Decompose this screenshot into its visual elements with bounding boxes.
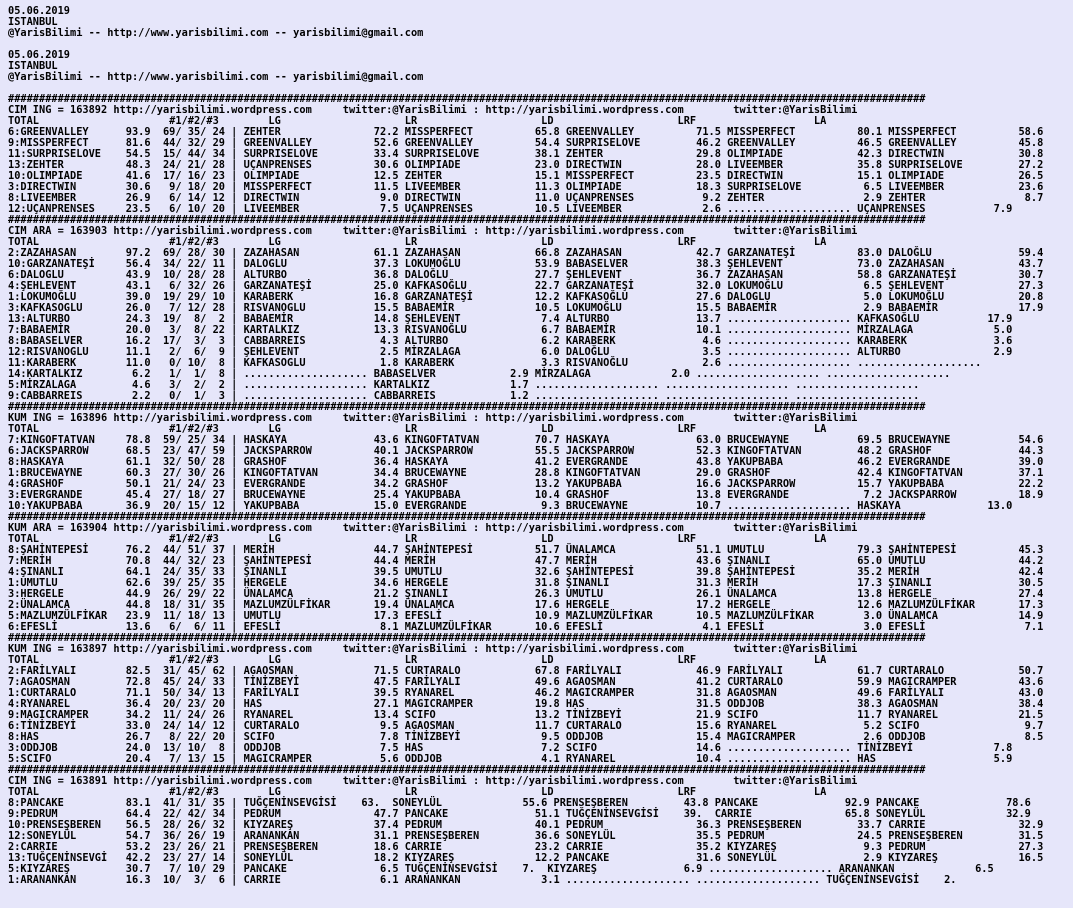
result-row: 2:ZAZAHASAN 97.2 69/ 28/ 30 | ZAZAHASAN 61.1 ZAZAHASAN 66.8 ZAZAHASAN 42.7 GARZANATEŞİ 83.0 DALOĞLU 59.4 — [8, 247, 1044, 259]
result-row: 6:TİNİZBEYİ 33.0 24/ 14/ 12 | CURTARALO 9.5 AGAOSMAN 11.7 CURTARALO 15.6 RYANAREL 5.2 SCIFO 9.7 — [8, 720, 1044, 732]
result-row: 8:BABASELVER 16.2 17/ 3/ 3 | CABBARREIS 4.3 ALTURBO 6.2 KARABERK 4.6 .................... KARABERK 3.6 — [8, 335, 1013, 347]
result-row: 6:EFESLİ 13.6 6/ 6/ 11 | EFESLİ 8.1 MAZLUMZÜLFİKAR 10.6 EFESLİ 4.1 EFESLİ 3.0 EFESLİ 7.1 — [8, 621, 1044, 633]
result-row: 2:CARRIE 53.2 23/ 26/ 21 | PRENSEŞBEREN 18.6 CARRIE 23.2 CARRIE 35.2 KIYZAREŞ 9.3 PEDRUM 27.3 — [8, 841, 1044, 853]
header-contact: @YarisBilimi -- http://www.yarisbilimi.com -- yarisbilimi@gmail.com — [8, 27, 424, 39]
result-row: 4:ŞEHLEVENT 43.1 6/ 32/ 26 | GARZANATEŞİ 25.0 KAFKASOĞLU 22.7 GARZANATEŞİ 32.0 LOKUMOĞLU 6.5 ŞEHLEVENT 27.3 — [8, 280, 1044, 292]
result-row: 8:LIVEEMBER 26.9 6/ 14/ 12 | DIRECTWIN 9.0 DIRECTWIN 11.0 UÇANPRENSES 9.2 ZEHTER 2.9 ZEHTER 8.7 — [8, 192, 1044, 204]
result-row: 2:ÜNALAMCA 44.8 18/ 31/ 35 | MAZLUMZÜLFİKAR 19.4 ÜNALAMCA 17.6 HERGELE 17.2 HERGELE 12.6 MAZLUMZÜLFİKAR 17.3 — [8, 599, 1044, 611]
header-city: ISTANBUL — [8, 60, 58, 72]
result-row: 6:JACKSPARROW 68.5 23/ 47/ 59 | JACKSPARROW 40.1 JACKSPARROW 55.5 JACKSPARROW 52.3 KINGOFTATVAN 48.2 GRASHOF 44.3 — [8, 445, 1044, 457]
result-row: 3:KAFKASOGLU 26.0 7/ 12/ 28 | RISVANOGLU 15.5 BABAEMİR 10.5 LOKUMOĞLU 15.5 BABAEMİR 2.9 BABAEMİR 17.9 — [8, 302, 1044, 314]
result-row: 10:GARZANATEŞİ 56.4 34/ 22/ 11 | DALOGLU 37.3 LOKUMOĞLU 53.9 BABASELVER 38.3 ŞEHLEVENT 73.0 ZAZAHASAN 43.7 — [8, 258, 1044, 270]
result-row: 2:FARİLYALI 82.5 31/ 45/ 62 | AGAOSMAN 71.5 CURTARALO 67.8 FARİLYALI 46.9 FARİLYALI 61.7 CURTARALO 50.7 — [8, 665, 1044, 677]
result-row: 1:CURTARALO 71.1 50/ 34/ 13 | FARİLYALI 39.5 RYANAREL 46.2 MAGICRAMPER 31.8 AGAOSMAN 49.6 FARİLYALI 43.0 — [8, 687, 1044, 699]
result-row: 12:UÇANPRENSES 23.5 6/ 10/ 20 | LIVEEMBER 7.5 UÇANPRENSES 10.5 LIVEEMBER 2.6 .................... UÇANPRENSES 7.9 — [8, 203, 1013, 215]
header-date: 05.06.2019 — [8, 49, 70, 61]
separator-line: #################################################################################################################################################### — [8, 632, 926, 644]
result-row: 6:GREENVALLEY 93.9 69/ 35/ 24 | ZEHTER 72.2 MISSPERFECT 65.8 GREENVALLEY 71.5 MISSPERFECT 80.1 MISSPERFECT 58.6 — [8, 126, 1044, 138]
column-header: TOTAL #1/#2/#3 LG LR LD LRF LA — [8, 786, 827, 798]
section-title: KUM ARA = 163904 http://yarisbilimi.wordpress.com twitter:@YarisBilimi : http://yarisbilimi.wordpress.com twitter:@YarisBilimi — [8, 522, 858, 534]
result-row: 13:TUĞÇENİNSEVGİ 42.2 23/ 27/ 14 | SONEYLÜL 18.2 KIYZAREŞ 12.2 PANCAKE 31.6 SONEYLÜL 2.9 KIYZAREŞ 16.5 — [8, 852, 1044, 864]
section-title: KUM ING = 163896 http://yarisbilimi.wordpress.com twitter:@YarisBilimi : http://yarisbilimi.wordpress.com twitter:@YarisBilimi — [8, 412, 858, 424]
separator-line: #################################################################################################################################################### — [8, 511, 926, 523]
result-row: 3:DIRECTWIN 30.6 9/ 18/ 20 | MISSPERFECT 11.5 LIVEEMBER 11.3 OLIMPIADE 18.3 SURPRISELOVE 6.5 LIVEEMBER 23.6 — [8, 181, 1044, 193]
result-row: 1:ARANANKAN 16.3 10/ 3/ 6 | CARRIE 6.1 ARANANKAN 3.1 .................... .................... TUĞÇENİNSEVGİSİ 2. — [8, 874, 957, 886]
result-row: 9:CABBARREIS 2.2 0/ 1/ 3 | .................... CABBARREIS 1.2 .................... .................... .................... — [8, 390, 920, 402]
result-row: 10:YAKUPBABA 36.9 20/ 15/ 12 | YAKUPBABA 15.0 EVERGRANDE 9.3 BRUCEWAYNE 10.7 .................... HASKAYA 13.0 — [8, 500, 1013, 512]
result-row: 1:UMUTLU 62.6 39/ 25/ 35 | HERGELE 34.6 HERGELE 31.8 ŞINANLI 31.3 MERİH 17.3 ŞINANLI 30.5 — [8, 577, 1044, 589]
result-row: 9:MAGICRAMPER 34.2 11/ 24/ 26 | RYANAREL 13.4 SCIFO 13.2 TİNİZBEYİ 21.9 SCIFO 11.7 RYANAREL 21.5 — [8, 709, 1044, 721]
result-row: 14:KARTALKIZ 6.2 1/ 1/ 8 | .................... BABASELVER 2.9 MİRZALAGA 2.0 .................... .................... — [8, 368, 951, 380]
result-row: 4:RYANAREL 36.4 20/ 23/ 20 | HAS 27.1 MAGICRAMPER 19.8 HAS 31.5 ODDJOB 38.3 AGAOSMAN 38.4 — [8, 698, 1044, 710]
result-row: 1:BRUCEWAYNE 60.3 27/ 30/ 26 | KINGOFTATVAN 34.4 BRUCEWAYNE 28.8 KINGOFTATVAN 29.0 GRASHOF 42.4 KINGOFTATVAN 37.1 — [8, 467, 1044, 479]
result-row: 11:SURPRISELOVE 54.5 15/ 44/ 34 | SURPRISELOVE 33.4 SURPRISELOVE 38.1 ZEHTER 29.8 OLIMPIADE 42.3 DIRECTWIN 30.8 — [8, 148, 1044, 160]
result-row: 13:ALTURBO 24.3 19/ 8/ 2 | BABAEMİR 14.8 ŞEHLEVENT 7.4 ALTURBO 13.7 .................... KAFKASOĞLU 17.9 — [8, 313, 1013, 325]
column-header: TOTAL #1/#2/#3 LG LR LD LRF LA — [8, 115, 827, 127]
result-row: 7:BABAEMİR 20.0 3/ 8/ 22 | KARTALKIZ 13.3 RISVANOĞLU 6.7 BABAEMİR 10.1 .................... MİRZALAGA 5.0 — [8, 324, 1013, 336]
result-row: 8:PANCAKE 83.1 41/ 31/ 35 | TUĞÇENİNSEVGİSİ 63. SONEYLÜL 55.6 PRENSEŞBEREN 43.8 PANCAKE 92.9 PANCAKE 78.6 — [8, 797, 1031, 809]
result-row: 12:RISVANOGLU 11.1 2/ 6/ 9 | ŞEHLEVENT 2.5 MİRZALAGA 6.0 DALOĞLU 3.5 .................... ALTURBO 2.9 — [8, 346, 1013, 358]
result-row: 5:KIYZAREŞ 30.7 7/ 10/ 29 | PANCAKE 6.5 TUĞÇENİNSEVGİSİ 7. KIYZAREŞ 6.9 .................... ARANANKAN 6.5 — [8, 863, 994, 875]
column-header: TOTAL #1/#2/#3 LG LR LD LRF LA — [8, 423, 827, 435]
column-header: TOTAL #1/#2/#3 LG LR LD LRF LA — [8, 533, 827, 545]
result-row: 8:HAS 26.7 8/ 22/ 20 | SCIFO 7.8 TİNİZBEYİ 9.5 ODDJOB 15.4 MAGICRAMPER 2.6 ODDJOB 8.5 — [8, 731, 1044, 743]
result-row: 7:KINGOFTATVAN 78.8 59/ 25/ 34 | HASKAYA 43.6 KINGOFTATVAN 70.7 HASKAYA 63.0 BRUCEWAYNE 69.5 BRUCEWAYNE 54.6 — [8, 434, 1044, 446]
section-title: CIM ING = 163892 http://yarisbilimi.wordpress.com twitter:@YarisBilimi : http://yarisbilimi.wordpress.com twitter:@YarisBilimi — [8, 104, 858, 116]
result-row: 5:MİRZALAGA 4.6 3/ 2/ 2 | .................... KARTALKIZ 1.7 .................... .................... .................... — [8, 379, 920, 391]
result-row: 12:SONEYLÜL 54.7 36/ 26/ 19 | ARANANKAN 31.1 PRENSEŞBEREN 36.6 SONEYLÜL 35.5 PEDRUM 24.5 PRENSEŞBEREN 31.5 — [8, 830, 1044, 842]
result-row: 3:EVERGRANDE 45.4 27/ 18/ 27 | BRUCEWAYNE 25.4 YAKUPBABA 10.4 GRASHOF 13.8 EVERGRANDE 7.2 JACKSPARROW 18.9 — [8, 489, 1044, 501]
result-row: 10:OLIMPIADE 41.6 17/ 16/ 23 | OLIMPIADE 12.5 ZEHTER 15.1 MISSPERFECT 23.5 DIRECTWIN 15.1 OLIMPIADE 26.5 — [8, 170, 1044, 182]
result-row: 6:DALOGLU 43.9 10/ 28/ 28 | ALTURBO 36.8 DALOĞLU 27.7 ŞEHLEVENT 36.7 ZAZAHASAN 58.8 GARZANATEŞİ 30.7 — [8, 269, 1044, 281]
result-row: 13:ZEHTER 48.3 24/ 21/ 28 | UÇANPRENSES 30.6 OLIMPIADE 23.0 DIRECTWIN 28.0 LIVEEMBER 35.8 SURPRISELOVE 27.2 — [8, 159, 1044, 171]
result-row: 7:MERİH 70.8 44/ 32/ 23 | ŞAHİNTEPESİ 44.4 MERİH 47.7 MERİH 43.6 ŞINANLI 65.0 UMUTLU 44.2 — [8, 555, 1044, 567]
header-city: ISTANBUL — [8, 16, 58, 28]
result-row: 4:GRASHOF 50.1 21/ 24/ 23 | EVERGRANDE 34.2 GRASHOF 13.2 YAKUPBABA 16.6 JACKSPARROW 15.7 YAKUPBABA 22.2 — [8, 478, 1044, 490]
header-date: 05.06.2019 — [8, 5, 70, 17]
result-row: 7:AGAOSMAN 72.8 45/ 24/ 33 | TİNİZBEYİ 47.5 FARİLYALI 49.6 AGAOSMAN 41.2 CURTARALO 59.9 MAGICRAMPER 43.6 — [8, 676, 1044, 688]
section-title: KUM ING = 163897 http://yarisbilimi.wordpress.com twitter:@YarisBilimi : http://yarisbilimi.wordpress.com twitter:@YarisBilimi — [8, 643, 858, 655]
result-row: 3:ODDJOB 24.0 13/ 10/ 8 | ODDJOB 7.5 HAS 7.2 SCIFO 14.6 .................... TİNİZBEYİ 7.8 — [8, 742, 1013, 754]
result-row: 8:ŞAHİNTEPESİ 76.2 44/ 51/ 37 | MERİH 44.7 ŞAHİNTEPESİ 51.7 ÜNALAMCA 51.1 UMUTLU 79.3 ŞAHİNTEPESİ 45.3 — [8, 544, 1044, 556]
result-row: 3:HERGELE 44.9 26/ 29/ 22 | ÜNALAMCA 21.2 ŞINANLI 26.3 UMUTLU 26.1 ÜNALAMCA 13.8 HERGELE 27.4 — [8, 588, 1044, 600]
result-row: 10:PRENSEŞBEREN 56.5 28/ 26/ 32 | KIYZAREŞ 37.4 PEDRUM 40.1 PEDRUM 36.3 PRENSEŞBEREN 33.7 CARRIE 32.9 — [8, 819, 1044, 831]
separator-line: #################################################################################################################################################### — [8, 764, 926, 776]
section-title: CIM ARA = 163903 http://yarisbilimi.wordpress.com twitter:@YarisBilimi : http://yarisbilimi.wordpress.com twitter:@YarisBilimi — [8, 225, 858, 237]
result-row: 4:ŞINANLI 64.1 24/ 35/ 33 | ŞINANLI 39.5 UMUTLU 32.6 ŞAHİNTEPESİ 39.8 ŞAHİNTEPESİ 35.2 MERİH 42.4 — [8, 566, 1044, 578]
separator-line: #################################################################################################################################################### — [8, 401, 926, 413]
column-header: TOTAL #1/#2/#3 LG LR LD LRF LA — [8, 236, 827, 248]
separator-line: #################################################################################################################################################### — [8, 214, 926, 226]
result-row: 11:KARABERK 11.0 0/ 10/ 8 | KAFKASOGLU 1.8 KARABERK 3.3 RISVANOĞLU 2.6 .................... .................... — [8, 357, 982, 369]
result-row: 9:MISSPERFECT 81.6 44/ 32/ 29 | GREENVALLEY 52.6 GREENVALLEY 54.4 SURPRISELOVE 46.2 GREENVALLEY 46.5 GREENVALLEY 45.8 — [8, 137, 1044, 149]
separator-line: #################################################################################################################################################### — [8, 93, 926, 105]
header-contact: @YarisBilimi -- http://www.yarisbilimi.com -- yarisbilimi@gmail.com — [8, 71, 424, 83]
result-row: 5:SCIFO 20.4 7/ 13/ 15 | MAGICRAMPER 5.6 ODDJOB 4.1 RYANAREL 10.4 .................... HAS 5.9 — [8, 753, 1013, 765]
result-row: 1:LOKUMOĞLU 39.0 19/ 29/ 10 | KARABERK 16.8 GARZANATEŞİ 12.2 KAFKASOĞLU 27.6 DALOGLU 5.0 LOKUMOĞLU 20.8 — [8, 291, 1044, 303]
result-row: 9:PEDRUM 64.4 22/ 42/ 34 | PEDRUM 47.7 PANCAKE 51.1 TUĞÇENİNSEVGİSİ 39. CARRIE 65.8 SONEYLÜL 32.9 — [8, 808, 1031, 820]
result-row: 8:HASKAYA 61.1 32/ 50/ 28 | GRASHOF 36.4 HASKAYA 41.2 EVERGRANDE 43.8 YAKUPBABA 46.2 EVERGRANDE 39.0 — [8, 456, 1044, 468]
column-header: TOTAL #1/#2/#3 LG LR LD LRF LA — [8, 654, 827, 666]
result-row: 5:MAZLUMZÜLFİKAR 23.9 11/ 18/ 13 | UMUTLU 17.3 EFESLİ 10.9 MAZLUMZÜLFİKAR 10.5 MAZLUMZÜLFİKAR 3.0 ÜNALAMCA 14.9 — [8, 610, 1044, 622]
section-title: CIM ING = 163891 http://yarisbilimi.wordpress.com twitter:@YarisBilimi : http://yarisbilimi.wordpress.com twitter:@YarisBilimi — [8, 775, 858, 787]
